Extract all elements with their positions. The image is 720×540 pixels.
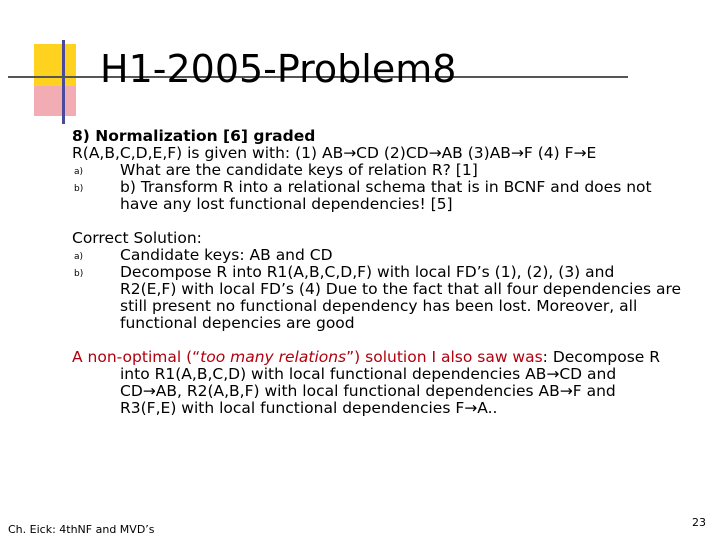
item-text: b) Transform R into a relational schema that is in BCNF and does not: [120, 178, 652, 196]
item-marker: a): [74, 252, 84, 262]
nonoptimal-italic: too many relations: [200, 348, 347, 366]
nonoptimal-line: R3(F,E) with local functional dependencies F→A..: [120, 399, 498, 417]
item-marker: a): [74, 167, 84, 177]
decor-pink-square: [34, 86, 76, 116]
problem-item-a: [72, 162, 702, 179]
decor-vertical-line: [62, 40, 65, 124]
item-text: functional depencies are good: [120, 314, 355, 332]
nonoptimal-middle: ”) solution I also saw was: [346, 348, 543, 366]
item-text: R2(E,F) with local FD’s (4) Due to the fact that all four dependencies are: [120, 280, 682, 298]
item-text: Candidate keys: AB and CD: [120, 246, 333, 264]
problem-item-b: [72, 179, 702, 213]
nonoptimal-line: CD→AB, R2(A,B,F) with local functional dependencies AB→F and: [120, 382, 616, 400]
decor-yellow-square: [34, 44, 76, 86]
nonoptimal-first-line: [72, 349, 702, 366]
item-marker: b): [74, 269, 84, 279]
solution-item-a: [72, 247, 702, 264]
page-number: 23: [692, 516, 706, 529]
item-text: Decompose R into R1(A,B,C,D,F) with local FD’s (1), (2), (3) and: [120, 263, 615, 281]
problem-given: R(A,B,C,D,E,F) is given with: (1) AB→CD (2)CD→AB (3)AB→F (4) F→E: [72, 144, 597, 162]
nonoptimal-line: into R1(A,B,C,D) with local functional dependencies AB→CD and: [120, 365, 617, 383]
nonoptimal-prefix: A non-optimal (“: [72, 348, 201, 366]
problem-heading: 8) Normalization [6] graded: [72, 127, 316, 145]
solution-heading: Correct Solution:: [72, 229, 202, 247]
slide-body: [72, 128, 702, 417]
item-text: What are the candidate keys of relation R? [1]: [120, 161, 478, 179]
item-text: still present no functional dependency has been lost. Moreover, all: [120, 297, 638, 315]
item-text: have any lost functional dependencies! [5]: [120, 195, 453, 213]
footer-text: Ch. Eick: 4thNF and MVD’s: [8, 523, 155, 536]
nonoptimal-rest: : Decompose R: [542, 348, 661, 366]
item-marker: b): [74, 184, 84, 194]
slide-title: H1-2005-Problem8: [100, 47, 457, 91]
solution-item-b: [72, 264, 702, 332]
